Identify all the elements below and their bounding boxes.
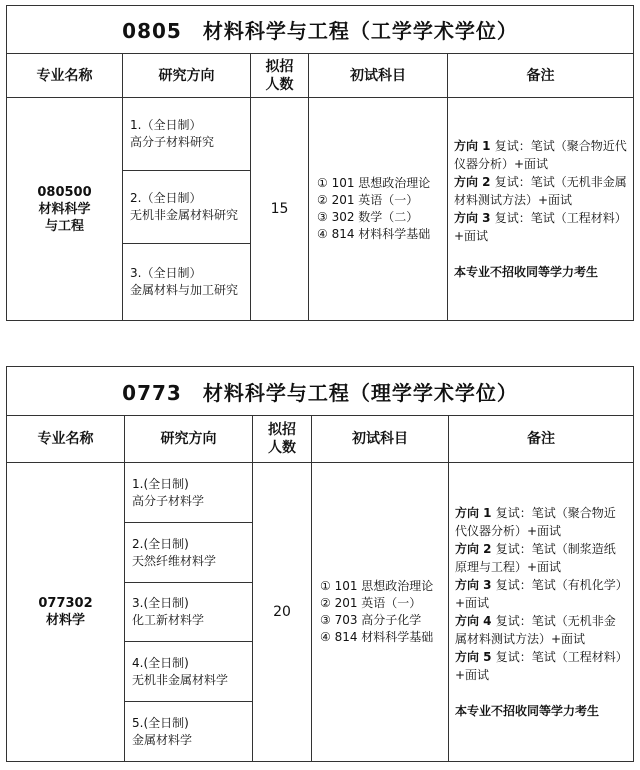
direction-number: 2.（全日制）: [130, 191, 202, 205]
direction-number: 3.(全日制): [132, 596, 189, 610]
direction-cell: [123, 98, 251, 171]
direction-name: 无机非金属材料研究: [130, 208, 239, 222]
major-name: 材料学: [45, 613, 85, 628]
direction-number: 1.(全日制): [132, 476, 189, 491]
note-item: 方向 5 复试：笔试（工程材料）+面试: [455, 650, 622, 682]
note-item: 方向 4 复试：笔试（无机非金属材料测试方法）+面试: [455, 614, 616, 646]
header-exam-subjects: 初试科目: [309, 54, 448, 98]
direction-cell: [125, 523, 253, 583]
note-item: 方向 3 复试：笔试（有机化学）+面试: [455, 578, 622, 610]
header-research-direction: 研究方向: [125, 416, 253, 463]
direction-number: 3.（全日制）: [130, 266, 202, 280]
header-notes: 备注: [448, 54, 634, 98]
exam-subject: ① 101 思想政治理论: [320, 579, 434, 593]
note-item: 方向 3 复试：笔试（工程材料）+面试: [454, 211, 627, 243]
no-equivalent-applicants-remark: 本专业不招收同等学力考生: [455, 704, 600, 718]
exam-subject: ① 101 思想政治理论: [317, 176, 431, 190]
direction-name: 金属材料学: [132, 732, 193, 747]
direction-name: 无机非金属材料学: [132, 672, 229, 687]
direction-cell: [123, 244, 251, 321]
admission-table-science: [6, 366, 634, 762]
major-cell: [7, 98, 123, 321]
direction-number: 5.(全日制): [132, 715, 189, 730]
major-name-line1: 材料科学: [38, 201, 91, 217]
exam-subject: ③ 703 高分子化学: [320, 613, 422, 627]
header-enrollment: 拟招人数: [251, 54, 309, 98]
enrollment-count: 20: [253, 463, 312, 762]
direction-cell: [125, 463, 253, 523]
header-major-name: 专业名称: [7, 416, 125, 463]
direction-cell: [125, 583, 253, 642]
table-title: 0805 材料科学与工程（工学学术学位）: [7, 6, 634, 54]
exam-subject: ③ 302 数学（二）: [317, 210, 419, 224]
no-equivalent-applicants-remark: 本专业不招收同等学力考生: [454, 265, 599, 279]
direction-number: 4.(全日制): [132, 655, 189, 670]
exam-subject: ④ 814 材料科学基础: [317, 227, 431, 241]
direction-name: 高分子材料学: [132, 493, 205, 508]
major-name-line2: 与工程: [44, 218, 84, 234]
admission-table-engineering: [6, 5, 634, 321]
header-research-direction: 研究方向: [123, 54, 251, 98]
major-cell: [7, 463, 125, 762]
header-exam-subjects: 初试科目: [312, 416, 449, 463]
notes-cell: [449, 463, 634, 762]
note-item: 方向 2 复试：笔试（无机非金属材料测试方法）+面试: [454, 175, 627, 207]
note-item: 方向 1 复试：笔试（聚合物近代仪器分析）+面试: [454, 139, 627, 171]
exam-subjects-cell: [309, 98, 448, 321]
header-major-name: 专业名称: [7, 54, 123, 98]
direction-cell: [123, 171, 251, 244]
header-enrollment: 拟招人数: [253, 416, 312, 463]
exam-subject: ④ 814 材料科学基础: [320, 630, 434, 644]
major-code: 080500: [37, 184, 92, 200]
header-notes: 备注: [449, 416, 634, 463]
enrollment-count: 15: [251, 98, 309, 321]
table-title: 0773 材料科学与工程（理学学术学位）: [7, 367, 634, 416]
direction-name: 金属材料与加工研究: [130, 283, 239, 297]
direction-name: 天然纤维材料学: [132, 553, 217, 568]
exam-subject: ② 201 英语（一）: [317, 193, 419, 207]
major-code: 077302: [38, 596, 93, 611]
exam-subjects-cell: [312, 463, 449, 762]
exam-subject: ② 201 英语（一）: [320, 596, 422, 610]
direction-number: 2.(全日制): [132, 536, 189, 551]
direction-number: 1.（全日制）: [130, 118, 202, 132]
note-item: 方向 2 复试：笔试（制浆造纸原理与工程）+面试: [455, 542, 616, 574]
direction-name: 化工新材料学: [132, 613, 205, 627]
notes-cell: [448, 98, 634, 321]
note-item: 方向 1 复试：笔试（聚合物近代仪器分析）+面试: [455, 506, 616, 538]
direction-cell: [125, 702, 253, 762]
direction-cell: [125, 642, 253, 702]
direction-name: 高分子材料研究: [130, 135, 215, 149]
